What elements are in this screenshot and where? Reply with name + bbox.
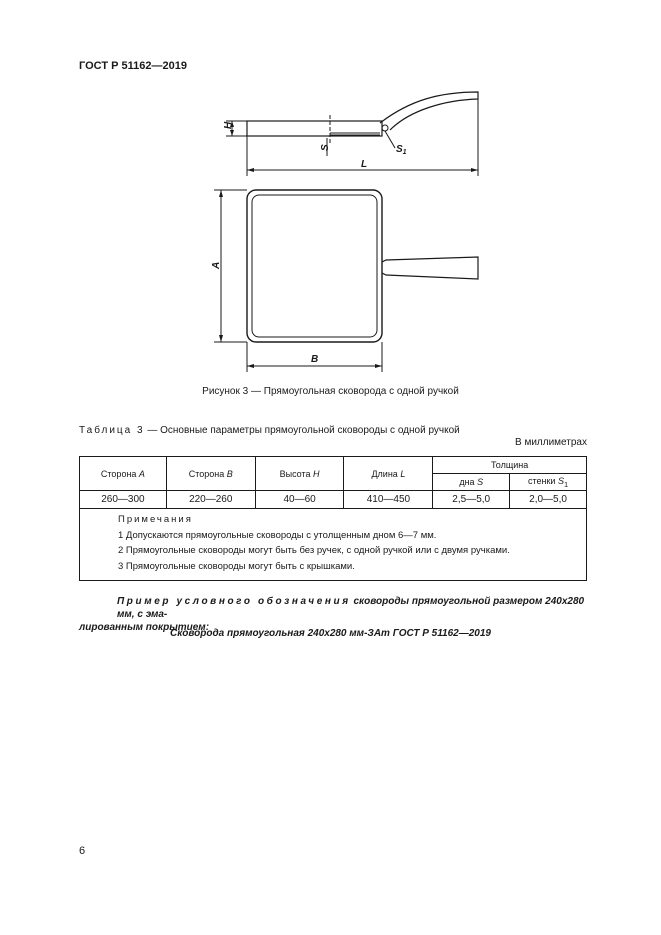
header-thickness: Толщина	[433, 457, 587, 474]
cell-length: 410—450	[344, 491, 433, 509]
label-a: A	[211, 261, 222, 269]
arrow-l-left	[247, 168, 254, 172]
table-caption	[79, 425, 460, 436]
handle-top	[382, 257, 478, 279]
cell-wall: 2,0—5,0	[510, 491, 587, 509]
frying-pan-drawing	[0, 0, 661, 380]
cell-side-b: 220—260	[166, 491, 255, 509]
note-item: 1 Допускаются прямоугольные сковороды с утолщенным дном 6—7 мм.	[118, 529, 437, 541]
header-side-b: Сторона B	[166, 457, 255, 491]
figure-caption: Рисунок 3 — Прямоугольная сковорода с одной ручкой	[202, 386, 459, 397]
pan-inner-rim	[252, 195, 377, 337]
parameters-table	[79, 456, 587, 581]
note-item: 3 Прямоугольные сковороды могут быть с крышками.	[118, 560, 355, 572]
s1-leader	[385, 131, 395, 148]
header-height: Высота H	[255, 457, 344, 491]
pan-outer-rim	[247, 190, 382, 342]
table-row	[80, 491, 587, 509]
arrow-l-right	[471, 168, 478, 172]
cell-side-a: 260—300	[80, 491, 167, 509]
label-s: S	[320, 144, 331, 151]
example-line-2: лированным покрытием:	[79, 622, 210, 633]
arrow-b-right	[375, 364, 382, 368]
arrow-a-top	[219, 190, 223, 197]
label-l: L	[361, 159, 368, 170]
example-lead: Пример условного обозначения	[117, 596, 351, 607]
label-b: B	[311, 354, 319, 365]
side-view	[226, 92, 478, 176]
header-length: Длина L	[344, 457, 433, 491]
units-note: В миллиметрах	[515, 437, 587, 448]
cell-height: 40—60	[255, 491, 344, 509]
note-item: 2 Прямоугольные сковороды могут быть без ручек, с одной ручкой или с двумя ручками.	[118, 545, 510, 556]
document-header: ГОСТ Р 51162—2019	[79, 60, 187, 72]
notes-title: Примечания	[118, 514, 193, 525]
page-number: 6	[79, 845, 86, 857]
table-notes	[80, 509, 587, 581]
table-caption-rest: — Основные параметры прямоугольной сковороды с одной ручкой	[144, 425, 460, 436]
handle-side	[380, 92, 478, 130]
example-rest: сковороды прямоугольной размером 240x280 мм, с эма-	[117, 596, 585, 620]
table-caption-lead: Таблица 3	[79, 425, 145, 436]
arrow-h-bottom	[230, 130, 234, 136]
cell-bottom: 2,5—5,0	[433, 491, 510, 509]
top-view	[214, 190, 478, 372]
header-wall: стенки $S_1$	[510, 474, 587, 491]
pan-body-side	[247, 121, 382, 136]
example-line-1	[79, 595, 587, 621]
arrow-b-left	[247, 364, 254, 368]
header-bottom: дна S	[433, 474, 510, 491]
handle-rivet	[382, 125, 388, 131]
label-s1: $S_1$	[396, 144, 407, 156]
label-h: H	[223, 121, 234, 129]
header-side-a: Сторона A	[80, 457, 167, 491]
arrow-a-bottom	[219, 335, 223, 342]
designation-string: Сковорода прямоугольная 240x280 мм-ЗАт ГОСТ Р 51162—2019	[169, 628, 491, 639]
